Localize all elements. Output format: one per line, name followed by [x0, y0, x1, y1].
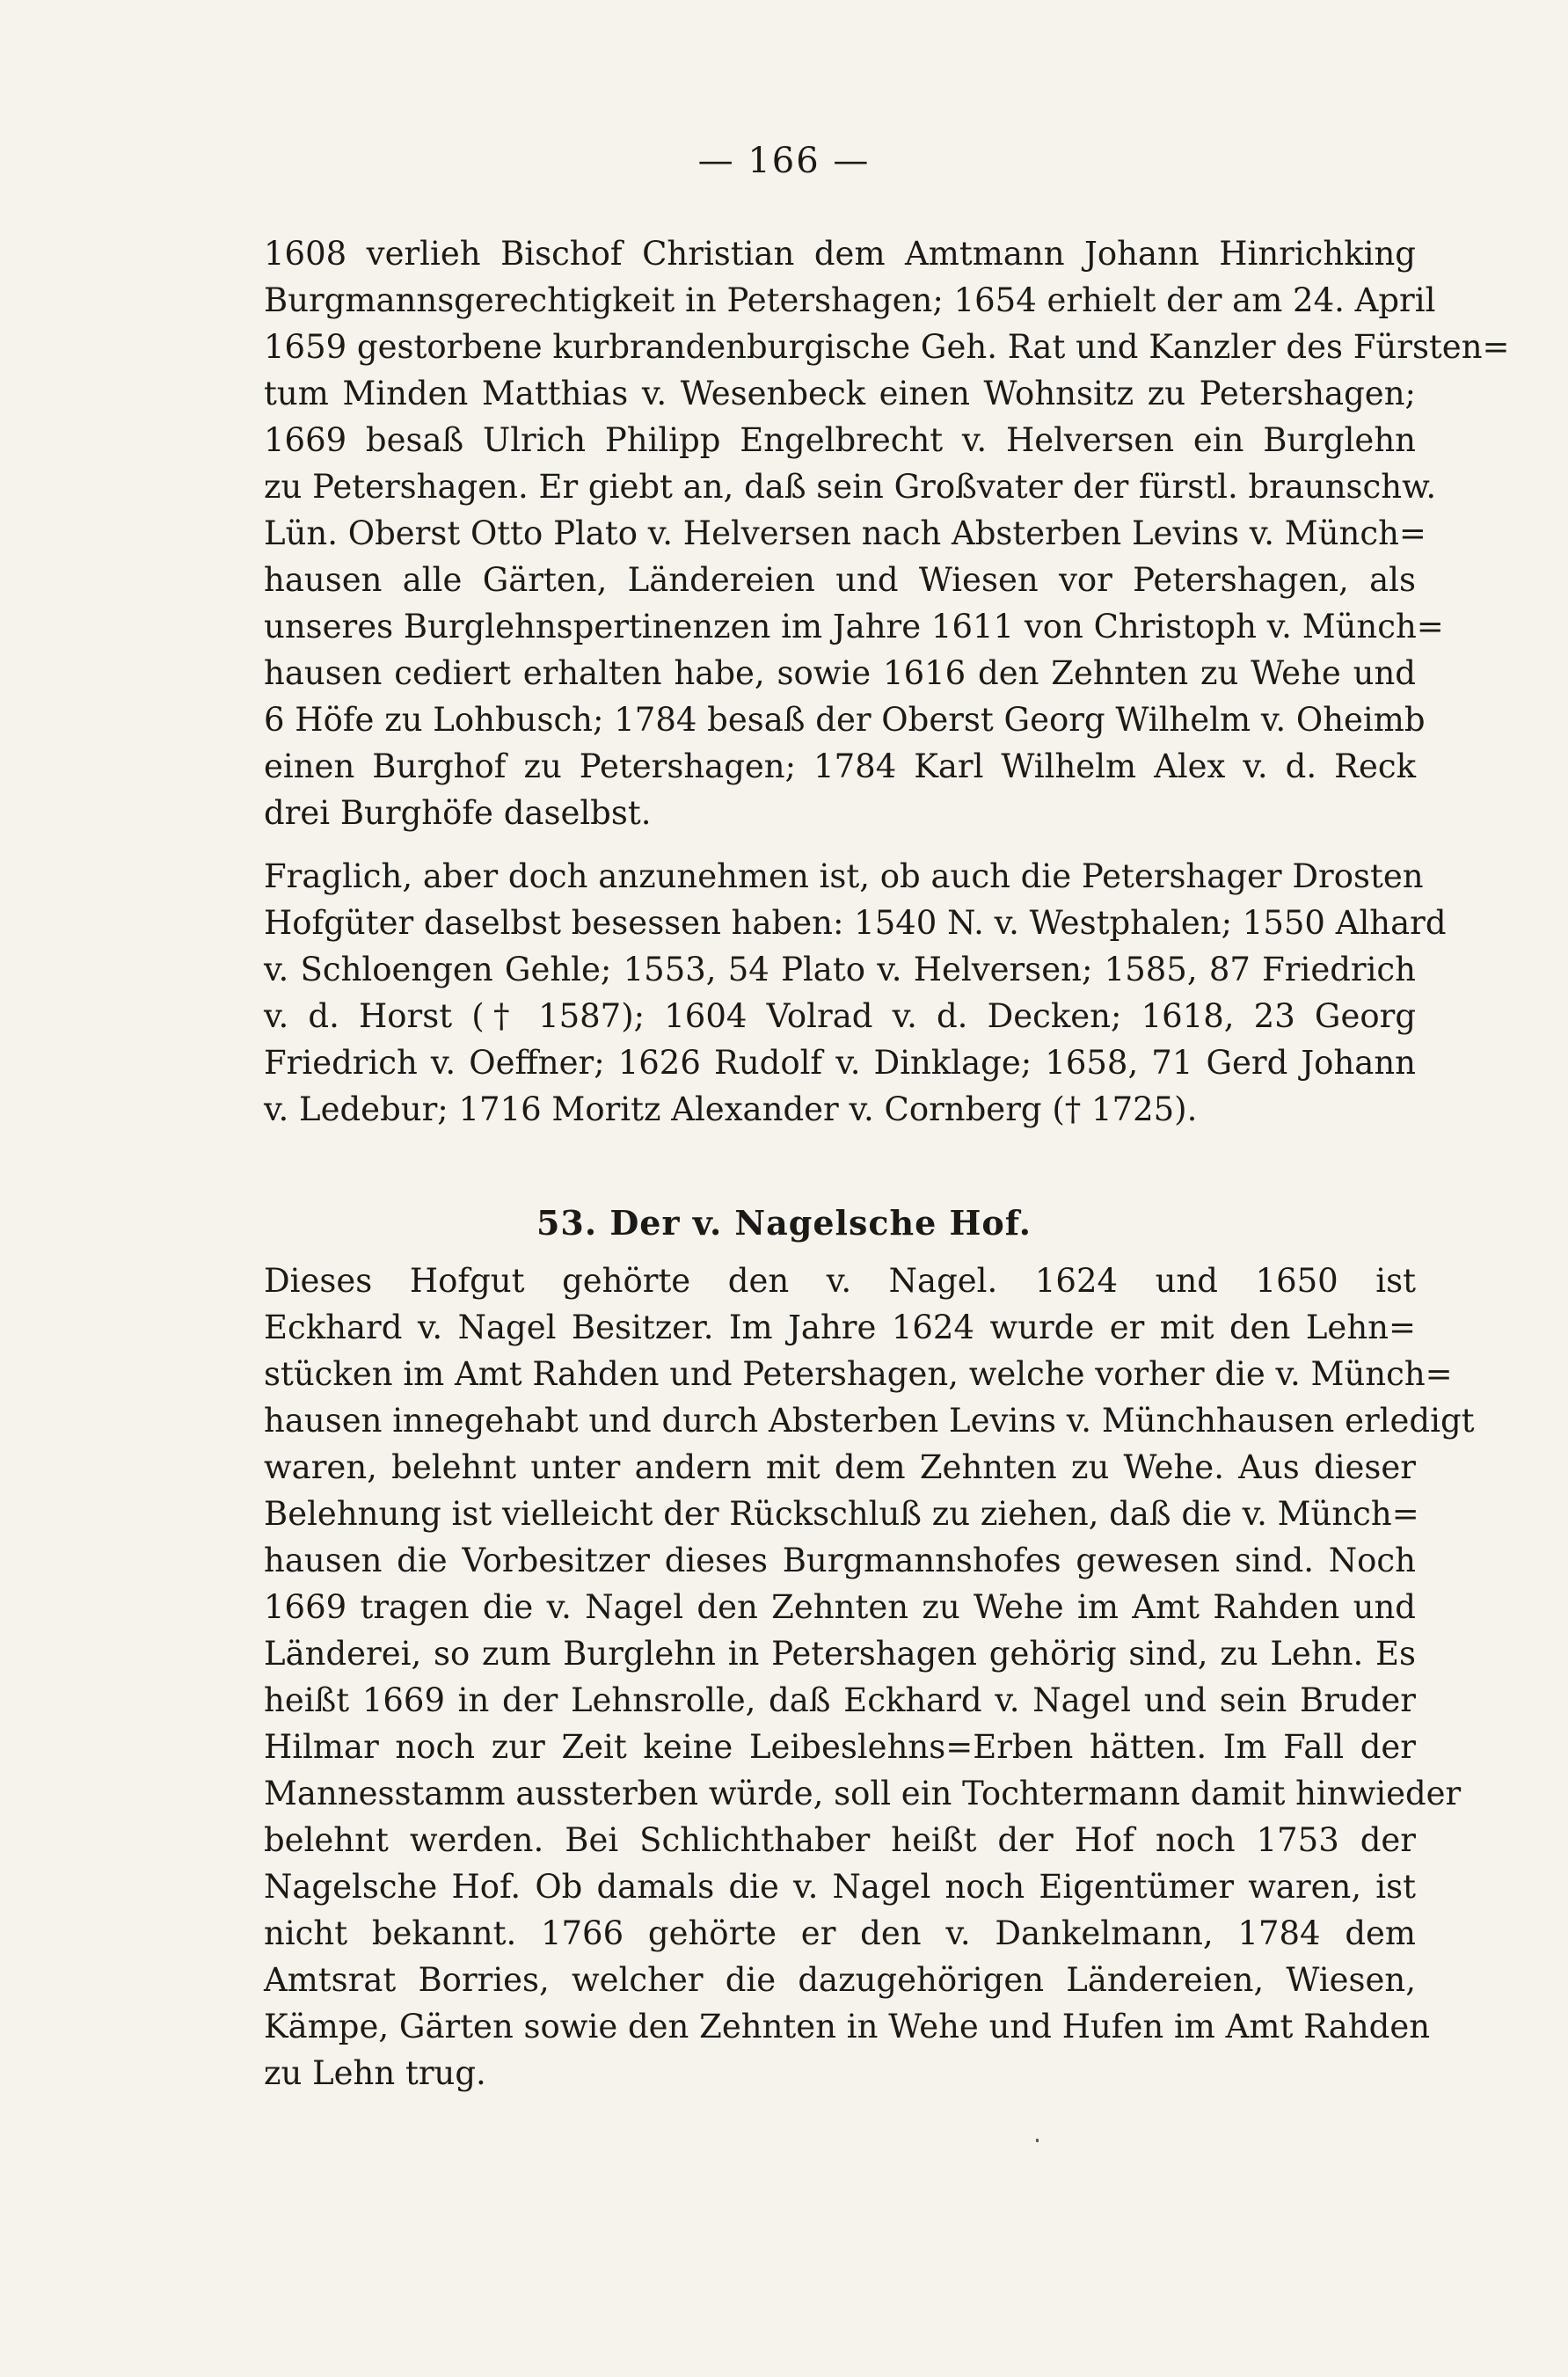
- text-line: Hofgüter daselbst besessen haben: 1540 N. v. Westphalen; 1550 Alhard: [264, 904, 1447, 942]
- text-line: nicht bekannt. 1766 gehörte er den v. Dankelmann, 1784 dem: [264, 1914, 1416, 1952]
- text-line: hausen alle Gärten, Ländereien und Wiesen vor Petershagen, als: [264, 561, 1416, 599]
- paragraph-drosten-hofgueter: [264, 853, 1447, 1133]
- page-number: — 166 —: [697, 141, 871, 181]
- text-line: 6 Höfe zu Lohbusch; 1784 besaß der Oberst Georg Wilhelm v. Oheimb: [264, 701, 1426, 739]
- text-line: Hilmar noch zur Zeit keine Leibeslehns=Erben hätten. Im Fall der: [264, 1728, 1416, 1766]
- text-line: Mannesstamm aussterben würde, soll ein Tochtermann damit hinwieder: [264, 1775, 1462, 1812]
- text-line: Belehnung ist vielleicht der Rückschluß zu ziehen, daß die v. Münch=: [264, 1495, 1419, 1533]
- text-line: Länderei, so zum Burglehn in Petershagen gehörig sind, zu Lehn. Es: [264, 1635, 1416, 1673]
- text-line: v. Ledebur; 1716 Moritz Alexander v. Cornberg († 1725).: [264, 1090, 1198, 1128]
- text-line: hausen die Vorbesitzer dieses Burgmannshofes gewesen sind. Noch: [264, 1542, 1416, 1579]
- text-line: Eckhard v. Nagel Besitzer. Im Jahre 1624 wurde er mit den Lehn=: [264, 1309, 1416, 1346]
- text-line: 1608 verlieh Bischof Christian dem Amtmann Johann Hinrichking: [264, 235, 1416, 273]
- text-line: heißt 1669 in der Lehnsrolle, daß Eckhard v. Nagel und sein Bruder: [264, 1681, 1416, 1719]
- text-line: stücken im Amt Rahden und Petershagen, welche vorher die v. Münch=: [264, 1355, 1453, 1393]
- text-line: Amtsrat Borries, welcher die dazugehörigen Ländereien, Wiesen,: [264, 1961, 1416, 1999]
- section-heading: 53. Der v. Nagelsche Hof.: [536, 1203, 1032, 1243]
- text-line: hausen cediert erhalten habe, sowie 1616 den Zehnten zu Wehe und: [264, 654, 1416, 692]
- text-line: v. d. Horst († 1587); 1604 Volrad v. d. Decken; 1618, 23 Georg: [264, 997, 1416, 1035]
- paragraph-nagelscher-hof: [264, 1258, 1475, 2096]
- text-line: zu Petershagen. Er giebt an, daß sein Großvater der fürstl. braunschw.: [264, 468, 1437, 506]
- text-line: 1669 besaß Ulrich Philipp Engelbrecht v. Helversen ein Burglehn: [264, 421, 1416, 459]
- paper-speck: [1036, 2139, 1039, 2142]
- text-line: Friedrich v. Oeffner; 1626 Rudolf v. Dinklage; 1658, 71 Gerd Johann: [264, 1044, 1416, 1082]
- text-line: waren, belehnt unter andern mit dem Zehnten zu Wehe. Aus dieser: [264, 1448, 1416, 1486]
- paragraph-petershagen-burgmannshoefe: [264, 230, 1510, 836]
- text-line: belehnt werden. Bei Schlichthaber heißt der Hof noch 1753 der: [264, 1821, 1416, 1859]
- text-line: Dieses Hofgut gehörte den v. Nagel. 1624 und 1650 ist: [264, 1262, 1416, 1300]
- text-line: zu Lehn trug.: [264, 2054, 486, 2092]
- text-line: Lün. Oberst Otto Plato v. Helversen nach Absterben Levins v. Münch=: [264, 514, 1426, 552]
- text-line: Fraglich, aber doch anzunehmen ist, ob auch die Petershager Drosten: [264, 857, 1424, 895]
- text-line: 1659 gestorbene kurbrandenburgische Geh. Rat und Kanzler des Fürsten=: [264, 328, 1510, 366]
- text-line: einen Burghof zu Petershagen; 1784 Karl Wilhelm Alex v. d. Reck: [264, 747, 1416, 785]
- text-line: drei Burghöfe daselbst.: [264, 794, 652, 832]
- text-line: hausen innegehabt und durch Absterben Levins v. Münchhausen erledigt: [264, 1402, 1475, 1440]
- text-line: 1669 tragen die v. Nagel den Zehnten zu Wehe im Amt Rahden und: [264, 1588, 1416, 1626]
- text-line: Nagelsche Hof. Ob damals die v. Nagel noch Eigentümer waren, ist: [264, 1868, 1416, 1906]
- text-line: Burgmannsgerechtigkeit in Petershagen; 1654 erhielt der am 24. April: [264, 281, 1436, 319]
- text-line: v. Schloengen Gehle; 1553, 54 Plato v. Helversen; 1585, 87 Friedrich: [264, 951, 1416, 988]
- text-line: tum Minden Matthias v. Wesenbeck einen Wohnsitz zu Petershagen;: [264, 375, 1416, 412]
- text-line: unseres Burglehnspertinenzen im Jahre 1611 von Christoph v. Münch=: [264, 608, 1444, 645]
- text-line: Kämpe, Gärten sowie den Zehnten in Wehe und Hufen im Amt Rahden: [264, 2008, 1431, 2045]
